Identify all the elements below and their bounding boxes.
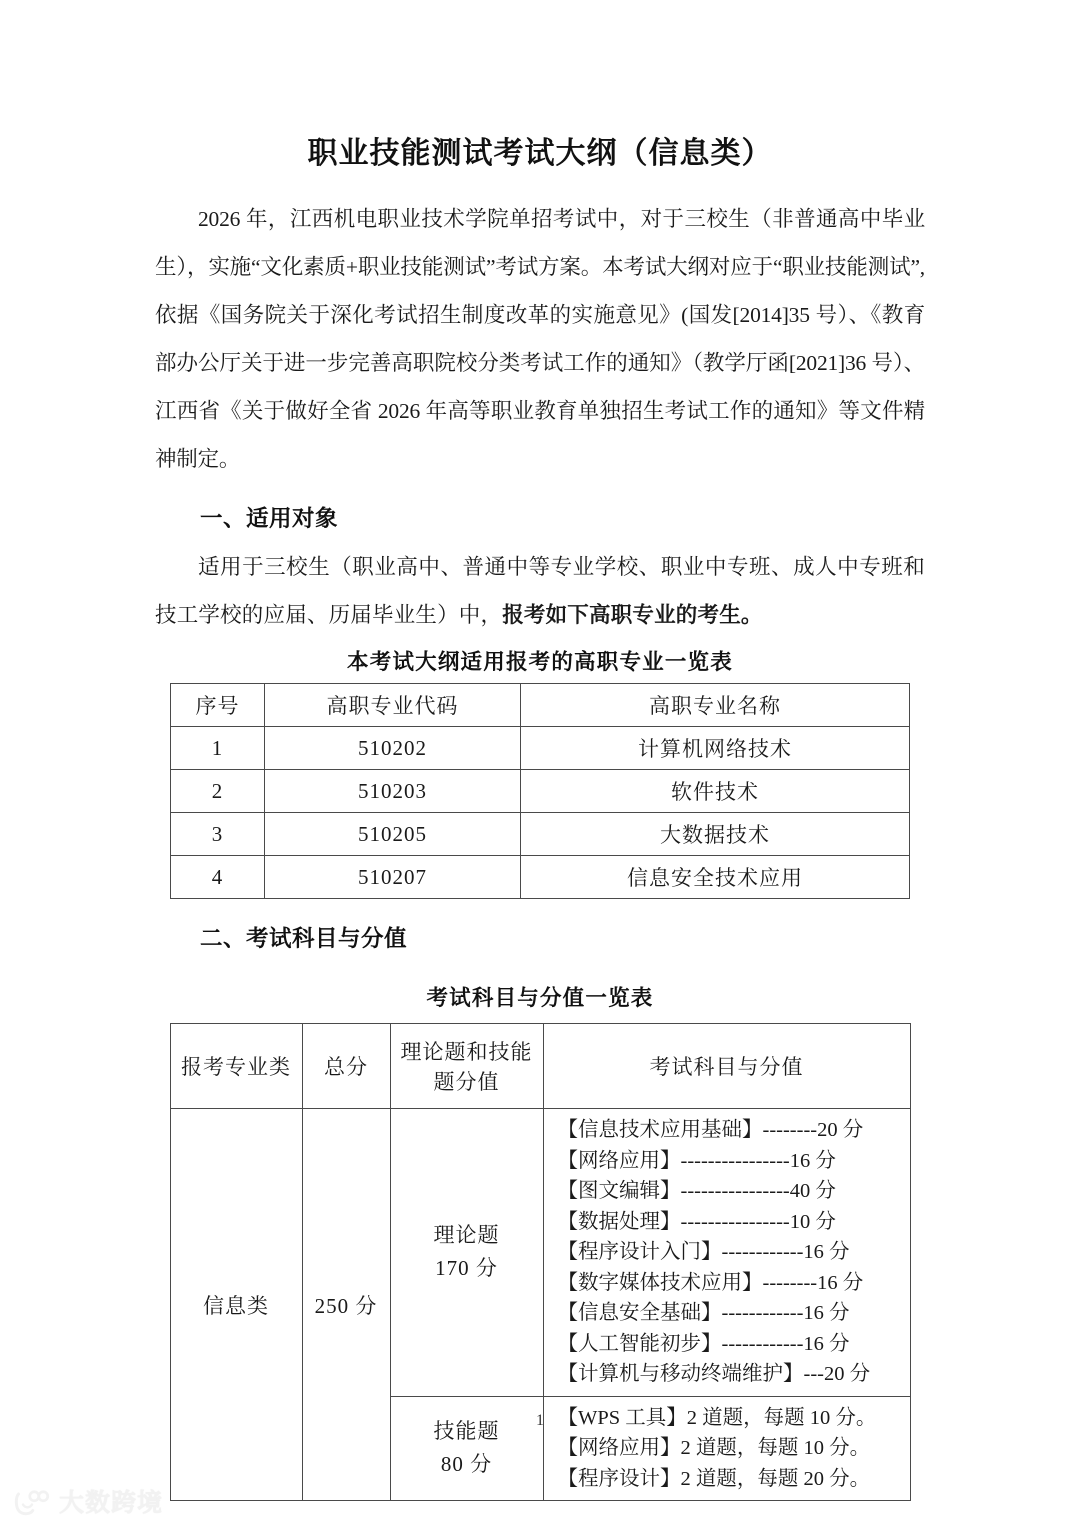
document-content — [155, 0, 925, 1501]
cell-category: 信息类 — [170, 1109, 302, 1501]
applicable-objects-paragraph — [155, 543, 925, 639]
section-heading-applicable-objects: 一、适用对象 — [200, 506, 339, 531]
cell-seq: 2 — [171, 770, 265, 813]
applicable-objects-text-bold: 报考如下高职专业的考生。 — [502, 603, 763, 627]
skills-subject-item: 【程序设计】2 道题，每题 20 分。 — [557, 1467, 871, 1490]
table-row — [171, 856, 910, 899]
watermark-text: 大数跨境 — [59, 1488, 164, 1517]
table-row-theory — [170, 1109, 910, 1397]
skills-subject-item: 【WPS 工具】2 道题，每题 10 分。 — [557, 1406, 877, 1429]
column-header-name: 高职专业名称 — [521, 684, 910, 727]
cell-theory-subjects — [543, 1109, 910, 1397]
column-header-detail: 考试科目与分值 — [543, 1024, 910, 1109]
skills-subject-item: 【网络应用】2 道题，每题 10 分。 — [557, 1437, 871, 1459]
theory-subject-item: 【信息安全基础】------------16 分 — [557, 1302, 850, 1324]
theory-subject-item: 【计算机与移动终端维护】---20 分 — [557, 1363, 871, 1385]
theory-subject-item: 【信息技术应用基础】--------20 分 — [557, 1119, 864, 1141]
cell-seq: 4 — [171, 856, 265, 899]
cell-code: 510205 — [265, 813, 521, 856]
theory-subject-item: 【数字媒体技术应用】--------16 分 — [557, 1271, 864, 1294]
cell-name: 计算机网络技术 — [521, 727, 910, 770]
column-header-category: 报考专业类 — [170, 1024, 302, 1109]
majors-table — [170, 683, 910, 899]
page-title: 职业技能测试考试大纲（信息类） — [307, 137, 773, 170]
skills-label-line2: 80 分 — [440, 1452, 493, 1477]
cell-theory-label — [390, 1109, 543, 1397]
theory-subject-item: 【程序设计入门】------------16 分 — [557, 1241, 850, 1263]
cell-total-score: 250 分 — [302, 1109, 390, 1501]
theory-label-line2: 170 分 — [435, 1256, 498, 1281]
table-row — [171, 813, 910, 856]
theory-subject-item: 【数据处理】----------------10 分 — [557, 1210, 836, 1233]
page-number: 1 — [536, 1412, 544, 1429]
theory-subject-item: 【图文编辑】----------------40 分 — [557, 1180, 836, 1202]
column-header-seq: 序号 — [171, 684, 265, 727]
watermark — [14, 1489, 163, 1517]
cell-name: 软件技术 — [521, 770, 910, 813]
table-header-row — [170, 1024, 910, 1109]
intro-paragraph: 2026 年，江西机电职业技术学院单招考试中，对于三校生（非普通高中毕业生），实施“文化素质+职业技能测试”考试方案。本考试大纲对应于“职业技能测试”,依据《国务院关于深化考试招生制度改革的实施意见》(国发[2014]35 号）、《教育部办公厅关于进一步完善高职院校分类考试工作的通知》（教学厅函[2021]36 号）、江西省《关于做好全省 2026 年高等职业教育单独招生考试工作的通知》等文件精神制定。 — [155, 207, 925, 471]
majors-table-caption: 本考试大纲适用报考的高职专业一览表 — [347, 650, 733, 674]
skills-label-line1: 技能题 — [433, 1419, 500, 1444]
section-heading-subjects-scores: 二、考试科目与分值 — [200, 926, 408, 951]
cell-name: 信息安全技术应用 — [521, 856, 910, 899]
cell-name: 大数据技术 — [521, 813, 910, 856]
cell-seq: 3 — [171, 813, 265, 856]
table-row — [171, 727, 910, 770]
cell-seq: 1 — [171, 727, 265, 770]
theory-subject-item: 【网络应用】----------------16 分 — [557, 1149, 836, 1172]
column-header-code: 高职专业代码 — [265, 684, 521, 727]
subjects-table-caption: 考试科目与分值一览表 — [426, 986, 654, 1010]
applicable-objects-text-normal: 适用于三校生（职业高中、普通中等专业学校、职业中专班、成人中专班和技工学校的应届、历届毕业生）中， — [155, 555, 925, 627]
dashu-kuajing-logo-icon — [14, 1489, 50, 1517]
column-header-total-score: 总分 — [302, 1024, 390, 1109]
theory-subject-item: 【人工智能初步】------------16 分 — [557, 1332, 850, 1355]
theory-label-line1: 理论题 — [433, 1223, 500, 1248]
column-header-part-score: 理论题和技能 题分值 — [390, 1024, 543, 1109]
cell-code: 510203 — [265, 770, 521, 813]
cell-code: 510202 — [265, 727, 521, 770]
table-row — [171, 770, 910, 813]
cell-code: 510207 — [265, 856, 521, 899]
table-header-row — [171, 684, 910, 727]
